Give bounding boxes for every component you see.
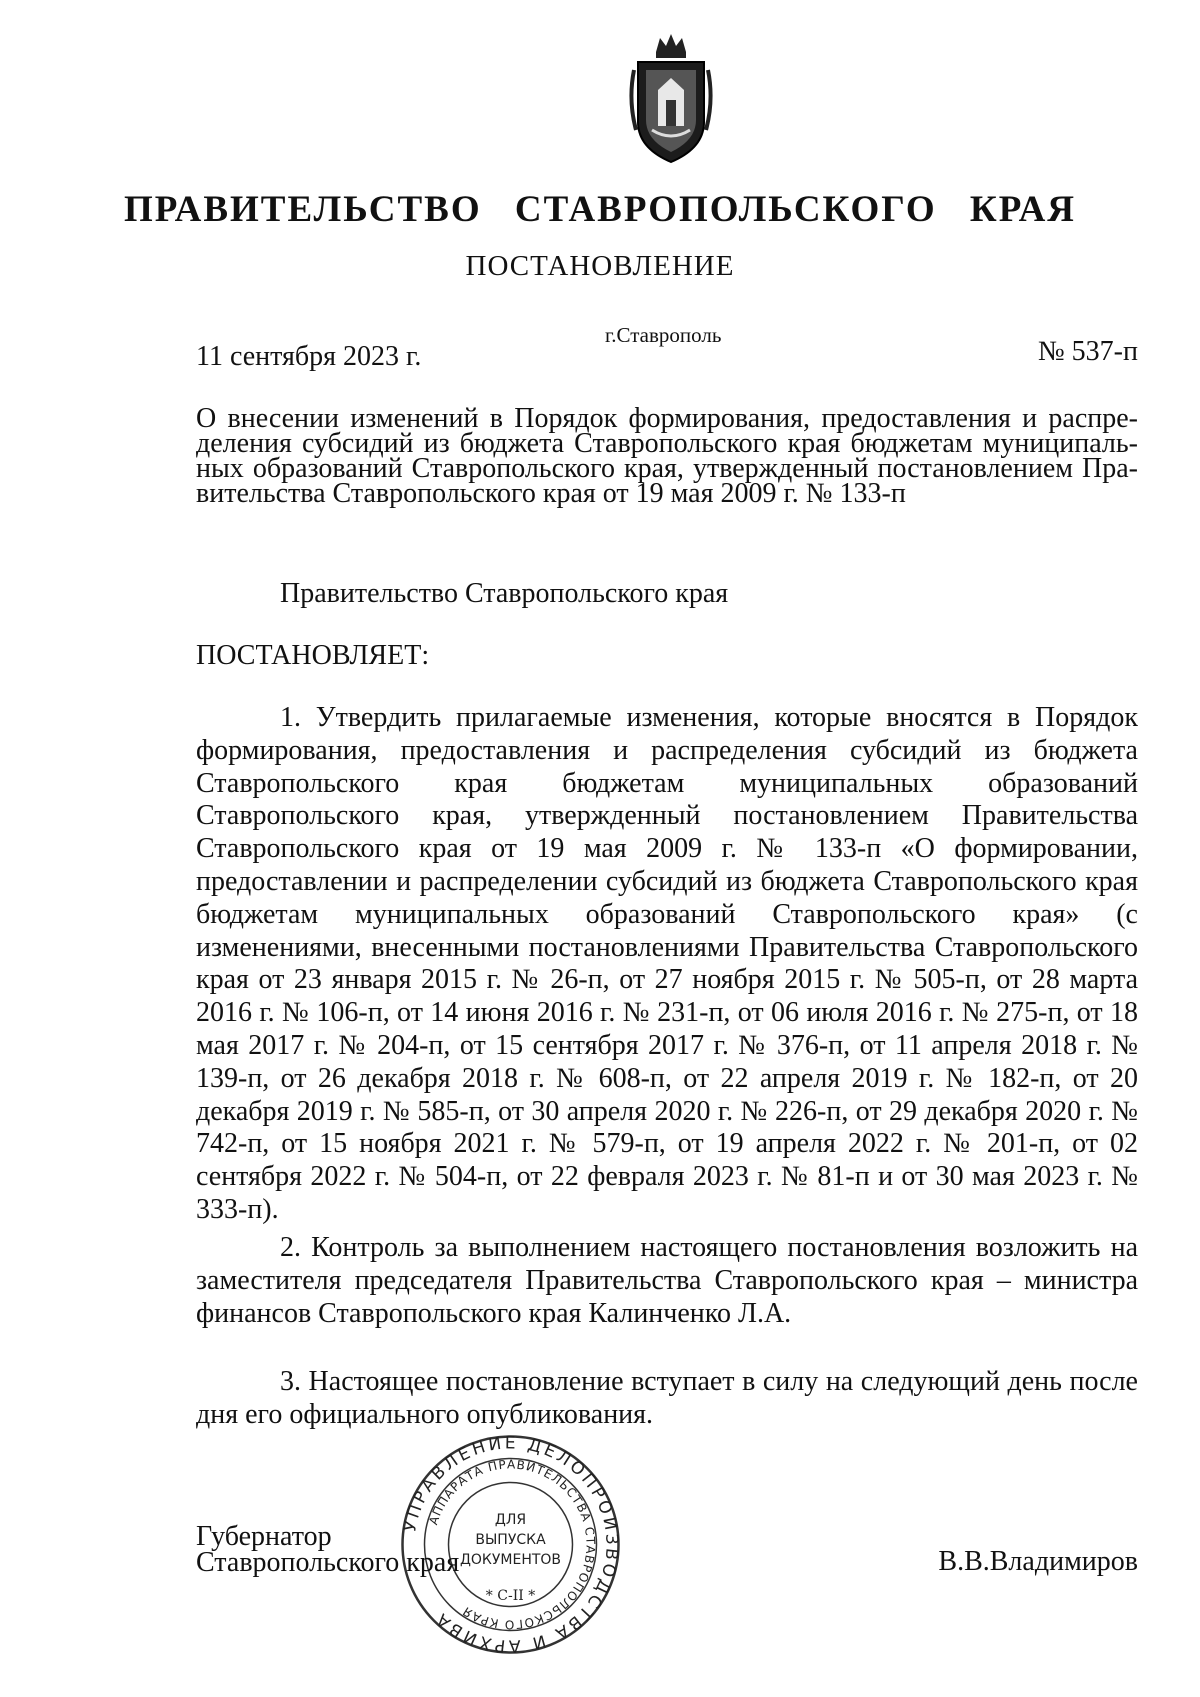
- paragraph-2-text: 2. Контроль за выполнением настоящего постановления возложить на заместителя председателя Правительства Ставропольского края – министра финансов Ставропольского края Калинченко Л.А.: [196, 1232, 1138, 1329]
- document-type: ПОСТАНОВЛЕНИЕ: [465, 250, 735, 282]
- resolves-heading: ПОСТАНОВЛЯЕТ:: [196, 640, 430, 671]
- stamp-center-line1: ДЛЯ: [494, 1512, 527, 1528]
- stavropol-coat-of-arms-icon: [626, 30, 716, 170]
- document-date: 11 сентября 2023 г.: [196, 341, 422, 372]
- government-name: Правительство Ставропольского края: [280, 578, 729, 609]
- document-city: г.Ставрополь: [605, 323, 722, 347]
- subject-line: вительства Ставропольского края от 19 мая 2009 г. № 133-п: [196, 478, 906, 509]
- stamp-center-line3: ДОКУМЕНТОВ: [459, 1552, 562, 1568]
- stamp-outer-text: УПРАВЛЕНИЕ ДЕЛОПРОИЗВОДСТВА И АРХИВА: [400, 1433, 622, 1656]
- signatory-name: В.В.Владимиров: [938, 1546, 1138, 1577]
- stamp-inner-text: АППАРАТА ПРАВИТЕЛЬСТВА СТАВРОПОЛЬСКОГО КРАЯ: [426, 1457, 598, 1632]
- document-subject: [196, 403, 1138, 509]
- paragraph-3-text: 3. Настоящее постановление вступает в силу на следующий день после дня его официального опубликования.: [196, 1366, 1138, 1430]
- subject-line: деления субсидий из бюджета Ставропольского края бюджетам муниципаль-: [196, 428, 1138, 459]
- signatory-position-line2: Ставропольского края: [196, 1547, 460, 1578]
- signatory-position-line1: Губернатор: [196, 1521, 332, 1552]
- stamp-center-line2: ВЫПУСКА: [475, 1532, 546, 1548]
- organization-title: ПРАВИТЕЛЬСТВО СТАВРОПОЛЬСКОГО КРАЯ: [123, 189, 1077, 230]
- stamp-code: * С-II *: [485, 1588, 536, 1604]
- paragraph-1-text: 1. Утвердить прилагаемые изменения, которые вносятся в Порядок формирования, предоставления и распределения субсидий из бюджета Ставропольского края бюджетам муниципальных образований Ставропольского края, утвержденный постановлением Правительства Ставропольского края от 19 мая 2009 г. № 133-п «О формировании, предоставлении и распределении субсидий из бюджета Ставропольского края бюджетам муниципальных образований Ставропольского края» (с изменениями, внесенными постановлениями Правительства Ставропольского края от 23 января 2015 г. № 26-п, от 27 ноября 2015 г. № 505-п, от 28 марта 2016 г. № 106-п, от 14 июня 2016 г. № 231-п, от 06 июля 2016 г. № 275-п, от 18 мая 2017 г. № 204-п, от 15 сентября 2017 г. № 376-п, от 11 апреля 2018 г. № 139-п, от 26 декабря 2018 г. № 608-п, от 22 апреля 2019 г. № 182-п, от 20 декабря 2019 г. № 585-п, от 30 апреля 2020 г. № 226-п, от 29 декабря 2020 г. № 742-п, от 15 ноября 2021 г. № 579-п, от 19 апреля 2022 г. № 201-п, от 02 сентября 2022 г. № 504-п, от 22 февраля 2023 г. № 81-п и от 30 мая 2023 г. № 333-п).: [196, 702, 1138, 1225]
- signatory-position: [196, 1521, 460, 1578]
- paragraph-1: [196, 702, 1138, 1227]
- paragraph-3: [196, 1366, 1138, 1432]
- subject-line: О внесении изменений в Порядок формирования, предоставления и распре-: [196, 403, 1138, 434]
- document-number: № 537-п: [1037, 336, 1138, 367]
- paragraph-2: [196, 1232, 1138, 1330]
- subject-line: ных образований Ставропольского края, утвержденный постановлением Пра-: [196, 453, 1138, 484]
